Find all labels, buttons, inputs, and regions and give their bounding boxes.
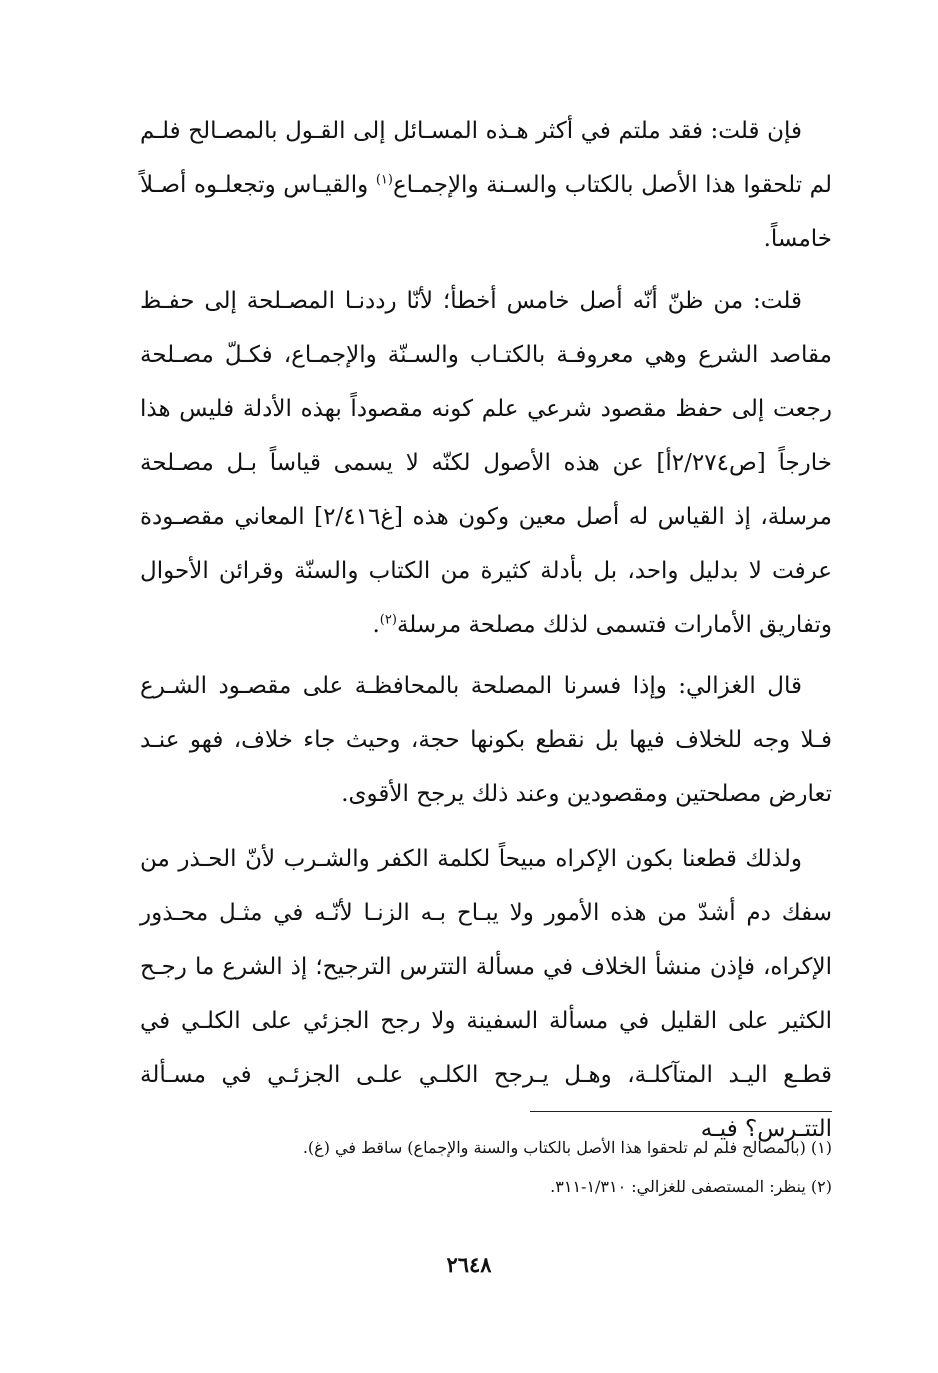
paragraph-4: ولذلك قطعنا بكون الإكراه مبيحاً لكلمة الكفر والشـرب لأنّ الحـذر من سفك دم أشدّ من هذه الأمور ولا يبـاح بـه الزنـا لأنّـه في مثـل محـذور الإكراه، فإذن منشأ الخلاف في مسألة التترس الترجيح؛ إذ الشرع ما رجـح الكثير على القليل في مسألة السفينة ولا رجح الجزئي على الكلـي في قطـع اليـد المتآكلـة، وهـل يـرجح الكلـي علـى الجزئـي في مسـألة التتـرس؟ فيـه — [140, 846, 832, 1142]
paragraph-3: قال الغزالي: وإذا فسرنا المصلحة بالمحافظـة على مقصـود الشـرع فـلا وجه للخلاف فيها بل نقطع بكونها حجة، وحيث جاء خلاف، فهو عنـد تعارض مصلحتين ومقصودين وعند ذلك يرجح الأقوى. — [140, 673, 832, 807]
paragraph-1: فإن قلت: فقد ملتم في أكثر هـذه المسـائل إلى القـول بالمصـالح فلـم لم تلحقوا هذا الأصل بالكتاب والسـنة والإجمـاع$^{(١)}$ والقيـاس وتجعلـوه أصـلاً خامساً. — [140, 118, 832, 252]
paragraph-2: قلت: من ظنّ أنّه أصل خامس أخطأ؛ لأنّا رددنـا المصـلحة إلى حفـظ مقاصد الشرع وهي معروفـة بالكتـاب والسـنّة والإجمـاع، فكـلّ مصـلحة رجعت إلى حفظ مقصود شرعي علم كونه مقصوداً بهذه الأدلة فليس هذا خارجاً [ص٢/٢٧٤أ] عن هذه الأصول لكنّه لا يسمى قياساً بـل مصـلحة مرسلة، إذ القياس له أصل معين وكون هذه [غ٢/٤١٦] المعاني مقصـودة عرفت لا بدليل واحد، بل بأدلة كثيرة من الكتاب والسنّة وقرائن الأحوال وتفاريق الأمارات فتسمى لذلك مصلحة مرسلة$^{(٢)}$. — [140, 288, 833, 638]
footnote-ref-2[interactable]: (٢) — [379, 612, 397, 628]
footnote-1: (١) (بالمصالح فلم لم تلحقوا هذا الأصل بالكتاب والسنة والإجماع) ساقط في (غ). — [302, 1138, 832, 1157]
footnote-divider — [530, 1111, 832, 1112]
footnotes — [140, 1128, 832, 1206]
footnote-2: (٢) ينظر: المستصفى للغزالي: ١/٣١٠-٣١١. — [550, 1177, 832, 1196]
page-number: ٢٦٤٨ — [446, 1252, 492, 1277]
footnote-ref-1[interactable]: (١) — [375, 172, 393, 188]
